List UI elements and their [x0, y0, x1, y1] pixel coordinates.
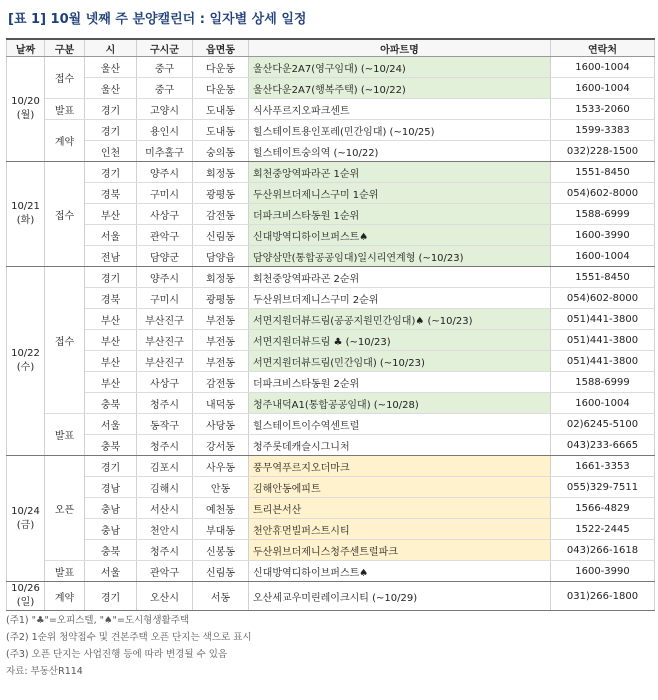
table-row	[7, 582, 655, 611]
header-si: 시	[85, 39, 137, 57]
dong-cell: 사당동	[193, 414, 249, 435]
si-cell: 충남	[85, 519, 137, 540]
apt-cell: 힐스테이트숭의역 (~10/22)	[249, 141, 551, 162]
header-date: 날짜	[7, 39, 45, 57]
apt-cell: 두산위브더제니스구미 1순위	[249, 183, 551, 204]
gu-cell: 부산진구	[137, 330, 193, 351]
tel-cell: 1600-1004	[551, 393, 655, 414]
gu-cell: 부산진구	[137, 351, 193, 372]
weekday-label: (수)	[16, 362, 35, 373]
tel-cell: 1600-3990	[551, 561, 655, 582]
dong-cell: 강서동	[193, 435, 249, 456]
dong-cell: 예천동	[193, 498, 249, 519]
gu-cell: 미추홀구	[137, 141, 193, 162]
dong-cell: 광평동	[193, 183, 249, 204]
footnotes	[6, 612, 252, 680]
tel-cell: 1551-8450	[551, 267, 655, 288]
gu-cell: 서산시	[137, 498, 193, 519]
si-cell: 경기	[85, 99, 137, 120]
dong-cell: 신림동	[193, 225, 249, 246]
tel-cell: 043)233-6665	[551, 435, 655, 456]
dong-cell: 감전동	[193, 204, 249, 225]
apt-cell: 두산위브더제니스청주센트럴파크	[249, 540, 551, 561]
apt-cell: 식사푸르지오파크센트	[249, 99, 551, 120]
dong-cell: 광평동	[193, 288, 249, 309]
apt-cell: 힐스테이트이수역센트럴	[249, 414, 551, 435]
table-row	[7, 246, 655, 267]
apt-cell: 신대방역디하이브퍼스트♠	[249, 225, 551, 246]
gu-cell: 청주시	[137, 393, 193, 414]
tel-cell: 031)266-1800	[551, 582, 655, 611]
table-row	[7, 183, 655, 204]
tel-cell: 032)228-1500	[551, 141, 655, 162]
apt-cell: 청주내덕A1(통합공공임대) (~10/28)	[249, 393, 551, 414]
header-apt: 아파트명	[249, 39, 551, 57]
table-row	[7, 351, 655, 372]
table-row	[7, 162, 655, 183]
type-cell: 발표	[45, 414, 85, 456]
gu-cell: 관악구	[137, 561, 193, 582]
table-body	[7, 57, 655, 611]
si-cell: 부산	[85, 351, 137, 372]
table-row	[7, 120, 655, 141]
header-type: 구분	[45, 39, 85, 57]
si-cell: 부산	[85, 330, 137, 351]
apt-cell: 서면지원더뷰드림 ♣ (~10/23)	[249, 330, 551, 351]
gu-cell: 양주시	[137, 267, 193, 288]
type-cell: 발표	[45, 561, 85, 582]
header-gu: 구시군	[137, 39, 193, 57]
gu-cell: 양주시	[137, 162, 193, 183]
date-cell	[7, 57, 45, 162]
source-note: 자료: 부동산R114	[6, 666, 83, 677]
si-cell: 울산	[85, 57, 137, 78]
dong-cell: 서동	[193, 582, 249, 611]
table-row	[7, 57, 655, 78]
type-cell: 접수	[45, 57, 85, 99]
dong-cell: 안동	[193, 477, 249, 498]
apt-cell: 회천중앙역파라곤 1순위	[249, 162, 551, 183]
table-row	[7, 498, 655, 519]
si-cell: 경기	[85, 162, 137, 183]
date-label: 10/24	[11, 505, 40, 517]
apt-cell: 더파크비스타동원 1순위	[249, 204, 551, 225]
dong-cell: 부전동	[193, 309, 249, 330]
weekday-label: (화)	[16, 215, 35, 226]
tel-cell: 051)441-3800	[551, 330, 655, 351]
dong-cell: 부전동	[193, 330, 249, 351]
dong-cell: 회정동	[193, 267, 249, 288]
tel-cell: 043)266-1618	[551, 540, 655, 561]
tel-cell: 055)329-7511	[551, 477, 655, 498]
gu-cell: 김해시	[137, 477, 193, 498]
footnote-3: (주3) 오픈 단지는 사업진행 등에 따라 변경될 수 있음	[6, 649, 228, 660]
table-row	[7, 330, 655, 351]
apt-cell: 천안휴먼빌퍼스트시티	[249, 519, 551, 540]
footnote-2: (주2) 1순위 청약접수 및 견본주택 오픈 단지는 색으로 표시	[6, 632, 252, 643]
dong-cell: 도내동	[193, 99, 249, 120]
dong-cell: 사우동	[193, 456, 249, 477]
gu-cell: 천안시	[137, 519, 193, 540]
table-row	[7, 414, 655, 435]
si-cell: 부산	[85, 204, 137, 225]
tel-cell: 051)441-3800	[551, 309, 655, 330]
si-cell: 경기	[85, 267, 137, 288]
apt-cell: 김해안동에피트	[249, 477, 551, 498]
dong-cell: 부전동	[193, 351, 249, 372]
si-cell: 전남	[85, 246, 137, 267]
page-title: [표 1] 10월 넷째 주 분양캘린더 : 일자별 상세 일정	[8, 12, 307, 27]
table-row	[7, 99, 655, 120]
tel-cell: 1533-2060	[551, 99, 655, 120]
apt-cell: 풍무역푸르지오더마크	[249, 456, 551, 477]
table-row	[7, 225, 655, 246]
si-cell: 경기	[85, 456, 137, 477]
table-row	[7, 561, 655, 582]
apt-cell: 신대방역디하이브퍼스트♠	[249, 561, 551, 582]
si-cell: 경기	[85, 120, 137, 141]
table-row	[7, 540, 655, 561]
gu-cell: 중구	[137, 78, 193, 99]
si-cell: 부산	[85, 372, 137, 393]
weekday-label: (일)	[16, 597, 35, 608]
gu-cell: 관악구	[137, 225, 193, 246]
dong-cell: 내덕동	[193, 393, 249, 414]
apt-cell: 더파크비스타동원 2순위	[249, 372, 551, 393]
apt-cell: 청주롯데캐슬시그니처	[249, 435, 551, 456]
tel-cell: 054)602-8000	[551, 288, 655, 309]
table-row	[7, 372, 655, 393]
dong-cell: 부대동	[193, 519, 249, 540]
si-cell: 경남	[85, 477, 137, 498]
dong-cell: 신봉동	[193, 540, 249, 561]
dong-cell: 다운동	[193, 57, 249, 78]
table-row	[7, 393, 655, 414]
footnote-1: (주1) "♣"=오피스텔, "♠"=도시형생활주택	[6, 615, 190, 626]
apt-cell: 회천중앙역파라곤 2순위	[249, 267, 551, 288]
gu-cell: 고양시	[137, 99, 193, 120]
si-cell: 충북	[85, 393, 137, 414]
table-row	[7, 267, 655, 288]
date-cell	[7, 267, 45, 456]
si-cell: 경북	[85, 288, 137, 309]
gu-cell: 구미시	[137, 288, 193, 309]
apt-cell: 서면지원더뷰드림(민간임대) (~10/23)	[249, 351, 551, 372]
dong-cell: 감전동	[193, 372, 249, 393]
weekday-label: (금)	[16, 519, 35, 531]
apt-cell: 두산위브더제니스구미 2순위	[249, 288, 551, 309]
date-label: 10/20	[11, 96, 40, 107]
gu-cell: 부산진구	[137, 309, 193, 330]
apt-cell: 울산다운2A7(영구임대) (~10/24)	[249, 57, 551, 78]
si-cell: 부산	[85, 309, 137, 330]
apt-cell: 오산세교우미린레이크시티 (~10/29)	[249, 582, 551, 611]
type-cell: 접수	[45, 162, 85, 267]
si-cell: 경북	[85, 183, 137, 204]
dong-cell: 신림동	[193, 561, 249, 582]
type-cell: 오픈	[45, 456, 85, 561]
type-cell: 계약	[45, 582, 85, 611]
gu-cell: 김포시	[137, 456, 193, 477]
tel-cell: 054)602-8000	[551, 183, 655, 204]
gu-cell: 사상구	[137, 204, 193, 225]
gu-cell: 오산시	[137, 582, 193, 611]
apt-cell: 트리븐서산	[249, 498, 551, 519]
si-cell: 인천	[85, 141, 137, 162]
gu-cell: 중구	[137, 57, 193, 78]
table-row	[7, 309, 655, 330]
date-cell	[7, 582, 45, 611]
gu-cell: 청주시	[137, 540, 193, 561]
si-cell: 충북	[85, 540, 137, 561]
table-row	[7, 204, 655, 225]
dong-cell: 도내동	[193, 120, 249, 141]
si-cell: 서울	[85, 414, 137, 435]
header-dong: 읍면동	[193, 39, 249, 57]
date-label: 10/21	[11, 201, 40, 212]
tel-cell: 1600-1004	[551, 57, 655, 78]
dong-cell: 회정동	[193, 162, 249, 183]
dong-cell: 숭의동	[193, 141, 249, 162]
apt-cell: 서면지원더뷰드림(공공지원민간임대)♠ (~10/23)	[249, 309, 551, 330]
type-cell: 접수	[45, 267, 85, 414]
date-label: 10/22	[11, 348, 40, 359]
si-cell: 충북	[85, 435, 137, 456]
gu-cell: 동작구	[137, 414, 193, 435]
type-cell: 계약	[45, 120, 85, 162]
table-row	[7, 519, 655, 540]
date-label: 10/26	[11, 583, 40, 594]
tel-cell: 1661-3353	[551, 456, 655, 477]
tel-cell: 1566-4829	[551, 498, 655, 519]
gu-cell: 사상구	[137, 372, 193, 393]
dong-cell: 다운동	[193, 78, 249, 99]
tel-cell: 1588-6999	[551, 372, 655, 393]
date-cell	[7, 162, 45, 267]
tel-cell: 1588-6999	[551, 204, 655, 225]
table-row	[7, 78, 655, 99]
si-cell: 충남	[85, 498, 137, 519]
header-tel: 연락처	[551, 39, 655, 57]
schedule-table	[6, 38, 655, 611]
tel-cell: 1600-3990	[551, 225, 655, 246]
tel-cell: 1551-8450	[551, 162, 655, 183]
tel-cell: 1600-1004	[551, 246, 655, 267]
apt-cell: 힐스테이트용인포레(민간임대) (~10/25)	[249, 120, 551, 141]
si-cell: 서울	[85, 225, 137, 246]
date-cell	[7, 456, 45, 582]
tel-cell: 1522-2445	[551, 519, 655, 540]
si-cell: 서울	[85, 561, 137, 582]
apt-cell: 울산다운2A7(행복주택) (~10/22)	[249, 78, 551, 99]
si-cell: 울산	[85, 78, 137, 99]
gu-cell: 용인시	[137, 120, 193, 141]
gu-cell: 구미시	[137, 183, 193, 204]
table-row	[7, 288, 655, 309]
table-header-row	[7, 39, 655, 57]
tel-cell: 051)441-3800	[551, 351, 655, 372]
table-row	[7, 435, 655, 456]
si-cell: 경기	[85, 582, 137, 611]
dong-cell: 담양읍	[193, 246, 249, 267]
apt-cell: 담양삼만(통합공공임대)일시리연계형 (~10/23)	[249, 246, 551, 267]
gu-cell: 담양군	[137, 246, 193, 267]
weekday-label: (월)	[16, 110, 35, 121]
tel-cell: 1600-1004	[551, 78, 655, 99]
table-row	[7, 141, 655, 162]
tel-cell: 1599-3383	[551, 120, 655, 141]
type-cell: 발표	[45, 99, 85, 120]
tel-cell: 02)6245-5100	[551, 414, 655, 435]
table-row	[7, 456, 655, 477]
table-row	[7, 477, 655, 498]
gu-cell: 청주시	[137, 435, 193, 456]
